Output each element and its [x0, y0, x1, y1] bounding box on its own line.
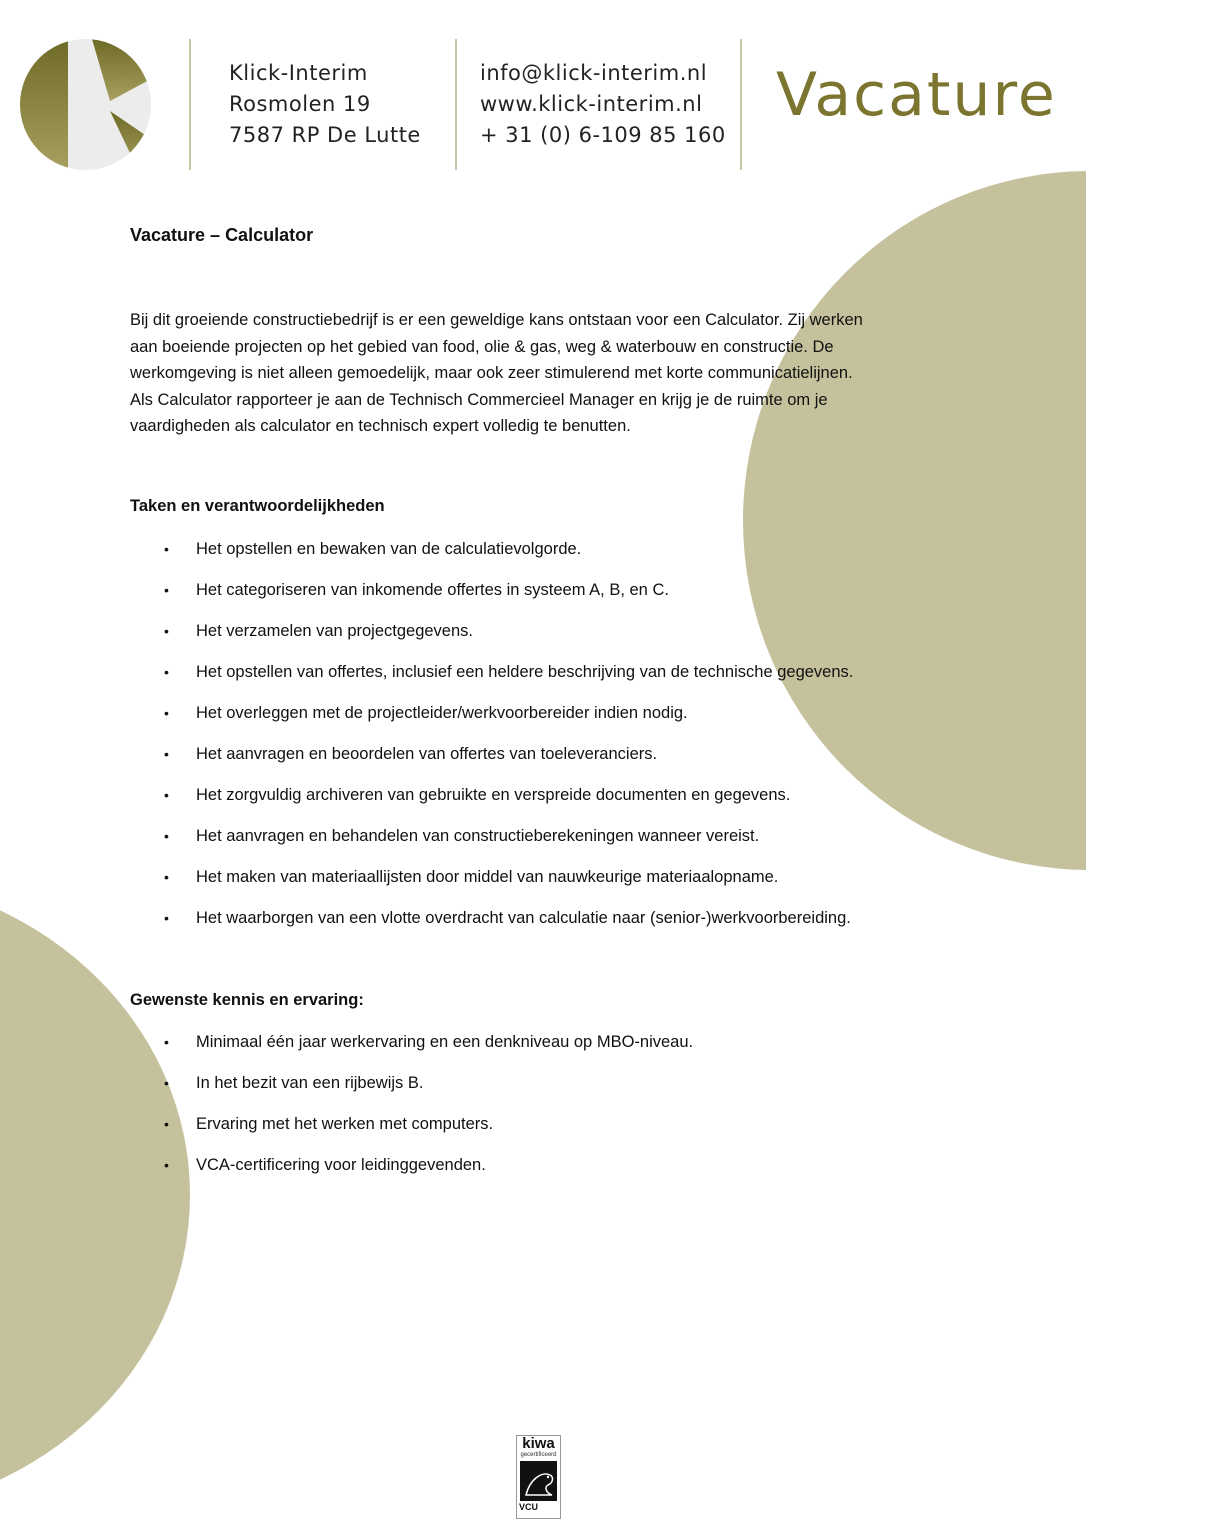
intro-line: Als Calculator rapporteer je aan de Technisch Commercieel Manager en krijg je de ruimte om je	[130, 390, 828, 409]
list-item: • VCA-certificering voor leidinggevenden.	[130, 1155, 960, 1196]
klick-logo-icon	[20, 39, 151, 170]
company-contact	[480, 58, 726, 151]
list-item: • Het opstellen en bewaken van de calculatievolgorde.	[130, 539, 960, 580]
header-divider	[189, 39, 191, 170]
kiwa-brand: kiwa	[522, 1435, 555, 1452]
header-divider	[740, 39, 742, 170]
list-item: • Het verzamelen van projectgegevens.	[130, 621, 960, 662]
kiwa-vcu-certification-logo	[516, 1435, 561, 1519]
list-item: • Het waarborgen van een vlotte overdracht van calculatie naar (senior-)werkvoorbereiding.	[130, 908, 960, 949]
kiwa-sub: gecertificeerd	[520, 1452, 557, 1458]
list-item: • In het bezit van een rijbewijs B.	[130, 1073, 960, 1114]
header-title: Vacature	[776, 60, 1057, 130]
list-item: • Het zorgvuldig archiveren van gebruikte en verspreide documenten en gegevens.	[130, 785, 960, 826]
list-item: • Ervaring met het werken met computers.	[130, 1114, 960, 1155]
beaver-icon	[520, 1461, 557, 1501]
intro-line: Bij dit groeiende constructiebedrijf is er een geweldige kans ontstaan voor een Calculator. Zij werken	[130, 311, 863, 329]
company-street: Rosmolen 19	[229, 92, 371, 116]
vcu-label: VCU	[519, 1502, 539, 1512]
list-item: • Het maken van materiaallijsten door middel van nauwkeurige materiaalopname.	[130, 867, 960, 908]
requirements-heading: Gewenste kennis en ervaring:	[130, 991, 364, 1009]
intro-line: aan boeiende projecten op het gebied van food, olie & gas, weg & waterbouw en constructie. De	[130, 337, 834, 356]
header-divider	[455, 39, 457, 170]
page-title: Vacature – Calculator	[130, 225, 314, 245]
company-phone: + 31 (0) 6-109 85 160	[480, 123, 726, 147]
list-item: • Het opstellen van offertes, inclusief een heldere beschrijving van de technische gegevens.	[130, 662, 960, 703]
company-name: Klick-Interim	[229, 61, 368, 85]
company-address	[229, 58, 421, 151]
company-email[interactable]: info@klick-interim.nl	[480, 61, 708, 85]
company-city: 7587 RP De Lutte	[229, 123, 421, 147]
company-website[interactable]: www.klick-interim.nl	[480, 92, 703, 116]
list-item: • Het aanvragen en beoordelen van offertes van toeleveranciers.	[130, 744, 960, 785]
list-item: • Het categoriseren van inkomende offertes in systeem A, B, en C.	[130, 580, 960, 621]
intro-paragraph	[130, 307, 960, 440]
requirements-list	[130, 1032, 960, 1196]
intro-line: werkomgeving is niet alleen gemoedelijk, maar ook zeer stimulerend met korte communicatielijnen.	[130, 364, 853, 382]
tasks-list	[130, 539, 960, 949]
list-item: • Minimaal één jaar werkervaring en een denkniveau op MBO-niveau.	[130, 1032, 960, 1073]
tasks-heading: Taken en verantwoordelijkheden	[130, 497, 385, 515]
list-item: • Het overleggen met de projectleider/werkvoorbereider indien nodig.	[130, 703, 960, 744]
list-item: • Het aanvragen en behandelen van constructieberekeningen wanneer vereist.	[130, 826, 960, 867]
intro-line: vaardigheden als calculator en technisch expert volledig te benutten.	[130, 417, 631, 435]
